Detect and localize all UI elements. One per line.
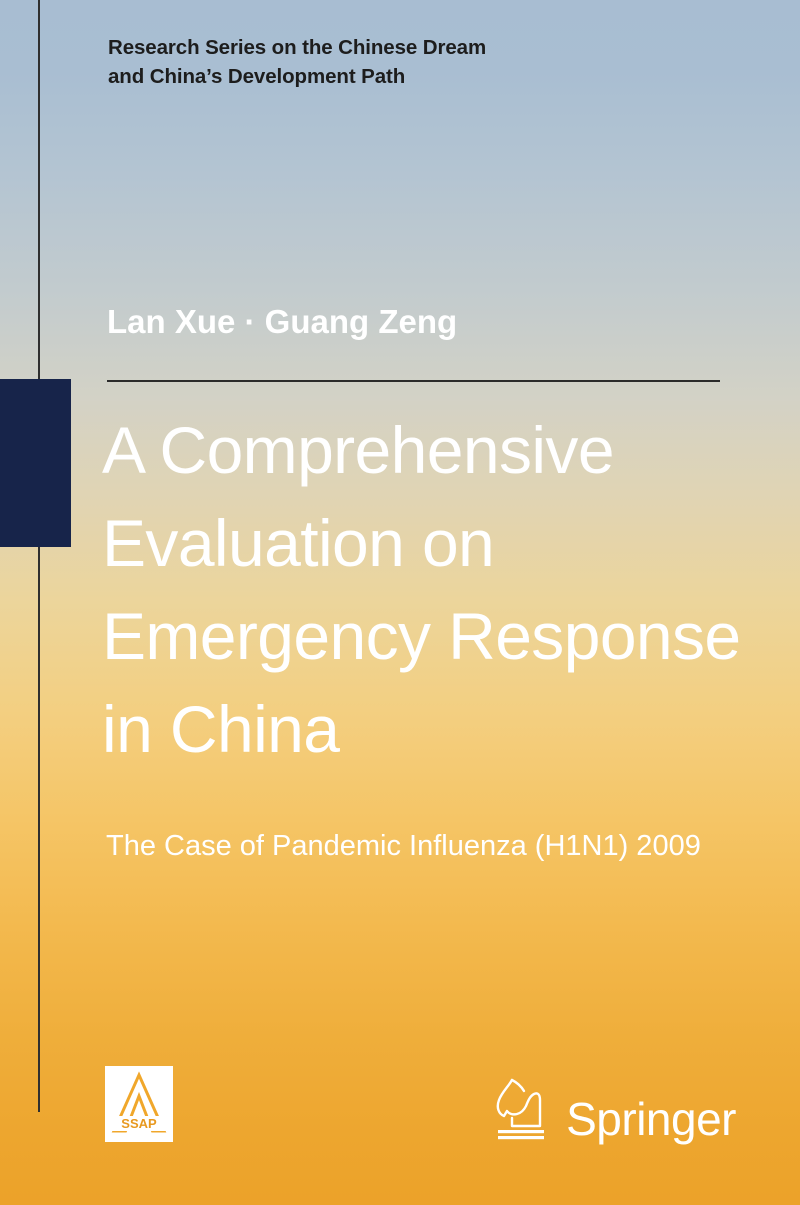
authors: Lan Xue · Guang Zeng [107, 303, 458, 340]
divider [107, 380, 720, 382]
page-title: A Comprehensive Evaluation on Emergency Response in China [102, 413, 741, 767]
series-title [108, 33, 708, 91]
ssap-logo-text: SSAP [121, 1116, 157, 1131]
springer-wordmark: Springer [566, 1093, 736, 1145]
navy-accent-block [0, 379, 71, 547]
series-title-line2: and China’s Development Path [108, 65, 406, 89]
subtitle: The Case of Pandemic Influenza (H1N1) 2009 [106, 830, 701, 862]
series-title-line1: Research Series on the Chinese Dream [108, 36, 487, 59]
springer-knight-icon [490, 1070, 552, 1146]
springer-logo [490, 1070, 736, 1146]
ssap-logo-icon [105, 1066, 173, 1142]
vertical-rule [38, 0, 40, 1112]
